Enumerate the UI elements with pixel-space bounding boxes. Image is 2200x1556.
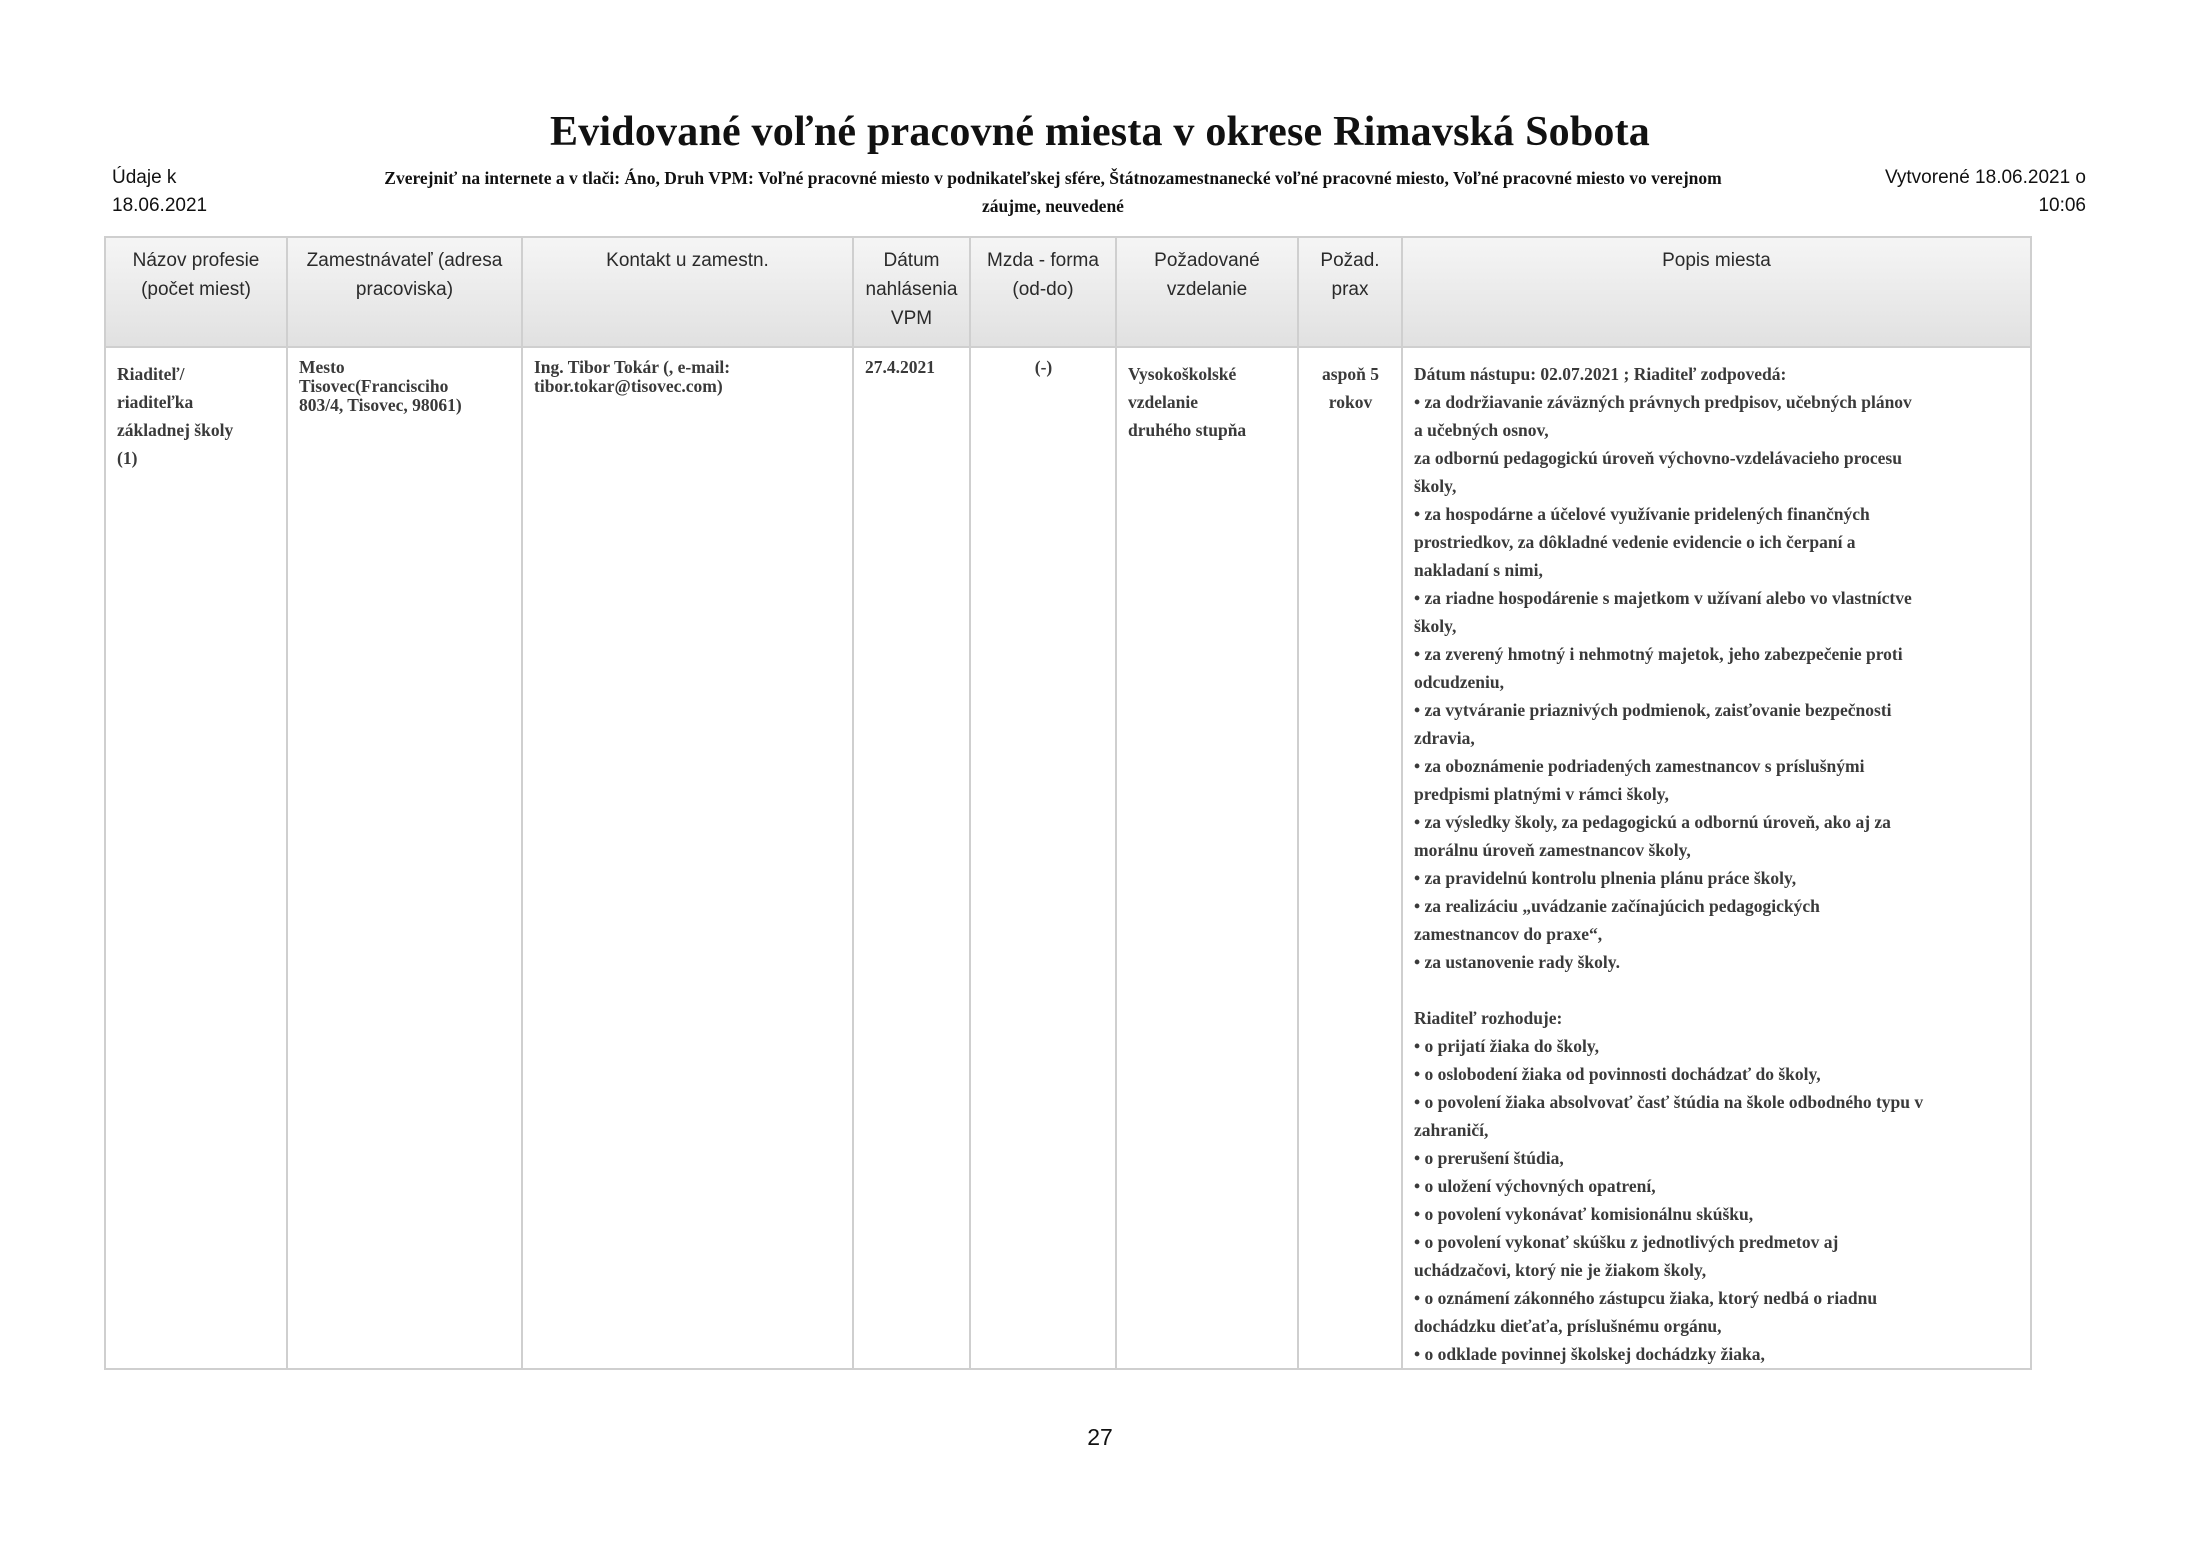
cell-contact: Ing. Tibor Tokár (, e-mail: tibor.tokar@tisovec.com) [522,347,853,1369]
description-line: zamestnancov do praxe“, [1414,924,1603,944]
description-line: • o povolení žiaka absolvovať časť štúdia na škole odbodného typu v [1414,1092,1924,1112]
description-line: uchádzačovi, ktorý nie je žiakom školy, [1414,1260,1707,1280]
created-info-line: 10:06 [2038,195,2086,216]
description-line: prostriedkov, za dôkladné vedenie evidencie o ich čerpaní a [1414,532,1856,552]
description-line: • o oslobodení žiaka od povinnosti dochádzať do školy, [1414,1064,1821,1084]
page-number: 27 [1087,1424,1113,1450]
description-line: • za realizáciu „uvádzanie začínajúcich pedagogických [1414,896,1820,916]
description-line: školy, [1414,476,1457,496]
description-line: školy, [1414,616,1457,636]
header-contact: Kontakt u zamestn. [522,237,853,347]
data-as-of [112,164,262,220]
description-line: • za oboznámenie podriadených zamestnancov s príslušnými [1414,756,1865,776]
description-line: • za riadne hospodárenie s majetkom v užívaní alebo vo vlastníctve [1414,588,1912,608]
description-line: • o prijatí žiaka do školy, [1414,1036,1600,1056]
header-education: Požadované vzdelanie [1116,237,1298,347]
created-info-line: Vytvorené 18.06.2021 o [1884,167,2086,188]
data-as-of-date: 18.06.2021 [112,195,208,216]
description-line: zdravia, [1414,728,1475,748]
description-responsibilities [1414,360,2020,976]
header-employer: Zamestnávateľ (adresa pracoviska) [287,237,522,347]
table-row [105,347,2031,1369]
header-experience: Požad. prax [1298,237,1402,347]
description-decisions [1414,1004,2020,1368]
header-description: Popis miesta [1402,237,2031,347]
cell-salary: (-) [970,347,1116,1369]
header-row [105,237,2031,347]
created-info [1862,164,2086,220]
description-line: • za hospodárne a účelové využívanie pridelených finančných [1414,504,1870,524]
description-line: odcudzeniu, [1414,672,1504,692]
description-line: nakladaní s nimi, [1414,560,1543,580]
cell-employer: Mesto Tisovec(Francisciho 803/4, Tisovec, 98061) [287,347,522,1369]
header-profession: Názov profesie (počet miest) [105,237,287,347]
description-line: • za vytváranie priaznivých podmienok, zaisťovanie bezpečnosti [1414,700,1892,720]
publication-info-line: Zverejniť na internete a v tlači: Áno, Druh VPM: Voľné pracovné miesto v podnikateľskej sfére, Štátnozamestnanecké voľné pracovné miesto, Voľné pracovné miesto vo verejnom [384,168,1722,188]
header-date: Dátum nahlásenia VPM [853,237,970,347]
description-line: • za výsledky školy, za pedagogickú a odbornú úroveň, ako aj za [1414,812,1891,832]
description-line: • za pravidelnú kontrolu plnenia plánu práce školy, [1414,868,1797,888]
description-line: morálnu úroveň zamestnancov školy, [1414,840,1691,860]
publication-info [258,164,1848,220]
vacancy-table [104,236,2032,1370]
description-line: Riaditeľ rozhoduje: [1414,1008,1563,1028]
description-line: • za dodržiavanie záväzných právnych predpisov, učebných plánov [1414,392,1912,412]
description-line: • o povolení vykonať skúšku z jednotlivých predmetov aj [1414,1232,1839,1252]
description-line: • o povolení vykonávať komisionálnu skúšku, [1414,1204,1754,1224]
description-line: • o prerušení štúdia, [1414,1148,1564,1168]
description-line: • o oznámení zákonného zástupcu žiaka, ktorý nedbá o riadnu [1414,1288,1878,1308]
data-as-of-label: Údaje k [112,167,177,188]
description-line: predpismi platnými v rámci školy, [1414,784,1669,804]
description-line: zahraničí, [1414,1120,1489,1140]
cell-date: 27.4.2021 [853,347,970,1369]
description-line: za odbornú pedagogickú úroveň výchovno-vzdelávacieho procesu [1414,448,1902,468]
description-line: • o uložení výchovných opatrení, [1414,1176,1656,1196]
description-line: • o odklade povinnej školskej dochádzky žiaka, [1414,1344,1765,1364]
description-line: • za zverený hmotný i nehmotný majetok, jeho zabezpečenie proti [1414,644,1903,664]
page-title: Evidované voľné pracovné miesta v okrese Rimavská Sobota [550,109,1650,155]
cell-profession: Riaditeľ/ riaditeľka základnej školy (1) [105,347,287,1369]
cell-education: Vysokoškolské vzdelanie druhého stupňa [1116,347,1298,1369]
description-line: a učebných osnov, [1414,420,1549,440]
description-line: dochádzku dieťaťa, príslušnému orgánu, [1414,1316,1722,1336]
cell-description [1402,347,2031,1369]
description-line: • za ustanovenie rady školy. [1414,952,1620,972]
cell-experience: aspoň 5 rokov [1298,347,1402,1369]
publication-info-line: záujme, neuvedené [982,196,1124,216]
header-salary: Mzda - forma (od-do) [970,237,1116,347]
description-line: Dátum nástupu: 02.07.2021 ; Riaditeľ zodpovedá: [1414,364,1787,384]
